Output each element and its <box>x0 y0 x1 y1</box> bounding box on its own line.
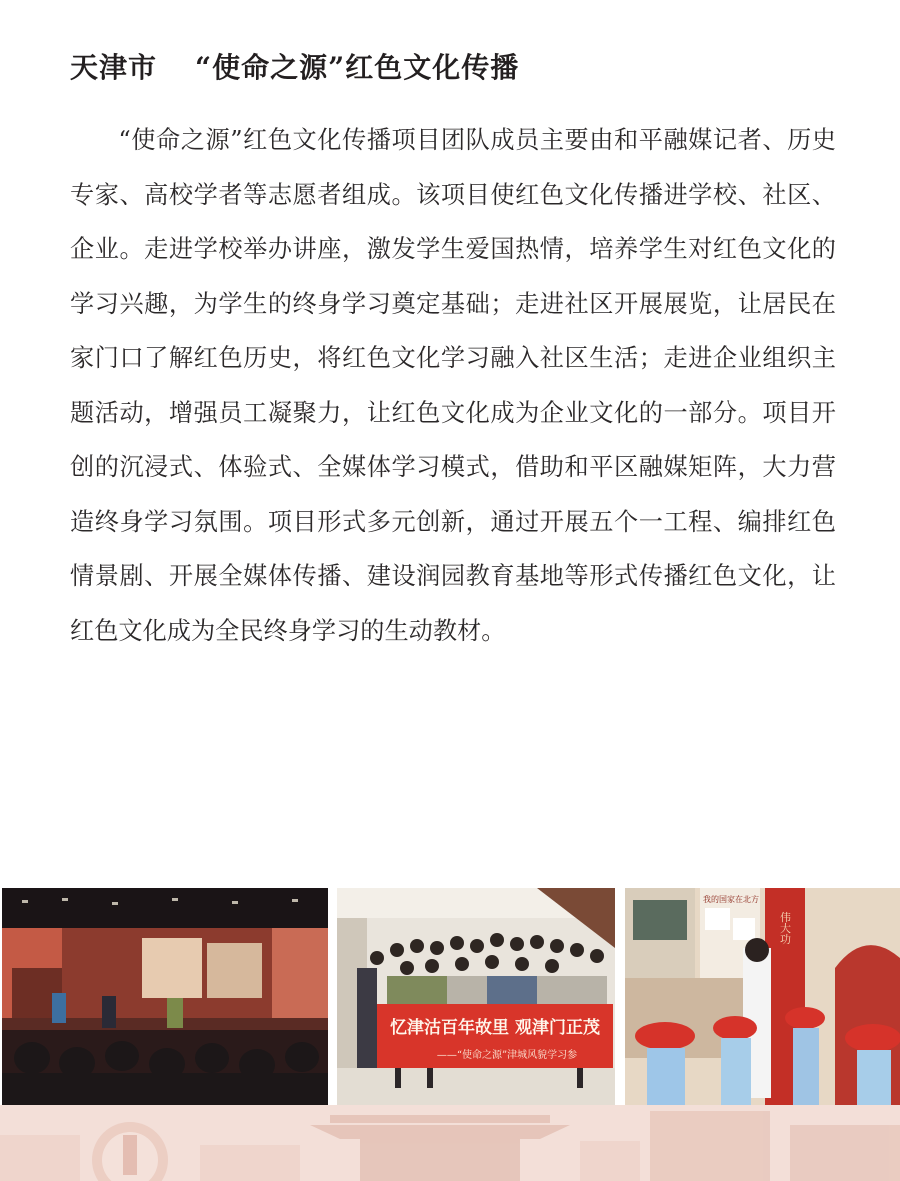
title-city: 天津市 <box>70 51 158 84</box>
banner-main-text: 忆津沽百年故里 观津门正茂 <box>390 1018 600 1038</box>
article-body: “使命之源”红色文化传播项目团队成员主要由和平融媒记者、历史专家、高校学者等志愿者组成。该项目使红色文化传播进学校、社区、企业。走进学校举办讲座，激发学生爱国热情，培养学生对红色文化的学习兴趣，为学生的终身学习奠定基础；走进社区开展展览，让居民在家门口了解红色历史，将红色文化学习融入社区生活；走进企业组织主题活动，增强员工凝聚力，让红色文化成为企业文化的一部分。项目开创的沉浸式、体验式、全媒体学习模式，借助和平区融媒矩阵，大力营造终身学习氛围。项目形式多元创新，通过开展五个一工程、编排红色情景剧、开展全媒体传播、建设润园教育基地等形式传播红色文化，让红色文化成为全民终身学习的生动教材。 <box>70 126 836 645</box>
page-title <box>70 46 519 86</box>
footer-decoration <box>0 1105 900 1181</box>
exhibit-label: 我的国家在北方 <box>703 895 759 904</box>
photo-stage-performance <box>2 888 328 1105</box>
photo-group-banner <box>337 888 615 1105</box>
title-project: “使命之源”红色文化传播 <box>195 51 520 84</box>
photo-children-exhibition <box>625 888 900 1105</box>
exhibit-sign: 伟大功 <box>778 911 792 945</box>
banner-sub-text: ——“使命之源”津城风貌学习参 <box>436 1050 578 1061</box>
